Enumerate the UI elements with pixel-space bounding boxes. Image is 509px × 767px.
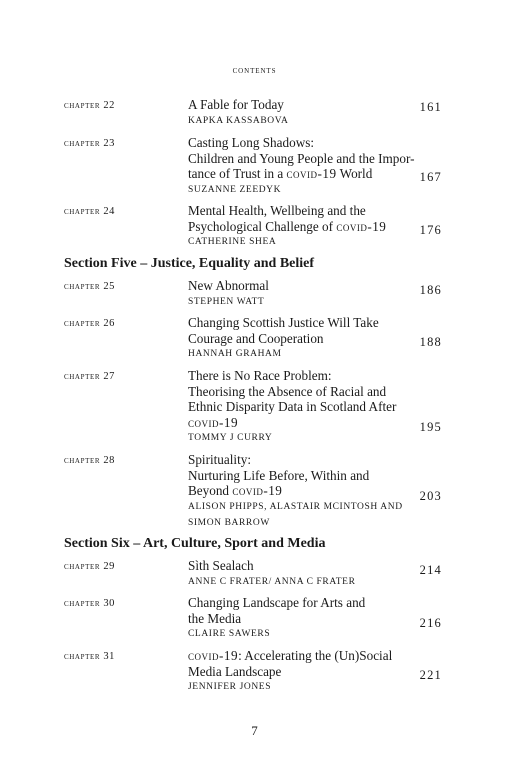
chapter-title-line: Courage and Cooperation bbox=[188, 330, 324, 346]
chapter-page-number: 203 bbox=[419, 489, 442, 503]
chapter-author: SIMON BARROW bbox=[188, 517, 270, 528]
chapter-author: ANNE C FRATER/ ANNA C FRATER bbox=[188, 576, 356, 587]
chapter-label: chapter 29 bbox=[64, 561, 116, 572]
chapter-page-number: 161 bbox=[419, 100, 442, 114]
chapter-page-number: 195 bbox=[419, 420, 442, 434]
chapter-title-line: Spirituality: bbox=[188, 452, 252, 467]
chapter-page-number: 176 bbox=[419, 223, 442, 237]
chapter-title-line: Nurturing Life Before, Within and bbox=[188, 467, 370, 483]
chapter-title bbox=[188, 203, 420, 250]
chapter-title-line: Children and Young People and the Impor- bbox=[188, 150, 415, 166]
chapter-title-line: Media Landscape bbox=[188, 663, 282, 679]
chapter-title-line: Ethnic Disparity Data in Scotland After bbox=[188, 399, 397, 415]
chapter-label: chapter 23 bbox=[64, 138, 116, 149]
chapter-title-line: Changing Scottish Justice Will Take bbox=[188, 315, 379, 330]
chapter-title-line: Psychological Challenge of covid-19 bbox=[188, 218, 387, 234]
chapter-page-number: 214 bbox=[419, 563, 442, 577]
chapter-title bbox=[188, 648, 420, 695]
chapter-author: SUZANNE ZEEDYK bbox=[188, 184, 282, 195]
chapter-title-line: tance of Trust in a covid-19 World bbox=[188, 166, 373, 182]
chapter-title bbox=[188, 595, 420, 642]
chapter-author: HANNAH GRAHAM bbox=[188, 349, 282, 360]
chapter-title bbox=[188, 368, 420, 446]
chapter-title-line: Beyond covid-19 bbox=[188, 483, 283, 499]
chapter-page-number: 167 bbox=[419, 170, 442, 184]
chapter-author: CATHERINE SHEA bbox=[188, 237, 277, 248]
chapter-author: CLAIRE SAWERS bbox=[188, 629, 271, 640]
chapter-page-number: 221 bbox=[419, 668, 442, 682]
chapter-title-line: New Abnormal bbox=[188, 278, 269, 293]
section-heading: Section Six – Art, Culture, Sport and Media bbox=[64, 536, 326, 551]
chapter-page-number: 188 bbox=[419, 335, 442, 349]
chapter-author: TOMMY J CURRY bbox=[188, 433, 273, 444]
chapter-title-line: covid-19 bbox=[188, 414, 239, 430]
chapter-label: chapter 22 bbox=[64, 100, 116, 111]
chapter-author: ALISON PHIPPS, ALASTAIR MCINTOSH AND bbox=[188, 501, 403, 512]
chapter-label: chapter 28 bbox=[64, 455, 116, 466]
chapter-title bbox=[188, 452, 420, 531]
chapter-title bbox=[188, 97, 420, 129]
chapter-title bbox=[188, 135, 420, 198]
chapter-page-number: 216 bbox=[419, 616, 442, 630]
chapter-title-line: Changing Landscape for Arts and bbox=[188, 595, 366, 610]
chapter-title-line: Sìth Sealach bbox=[188, 558, 254, 573]
chapter-title-line: Casting Long Shadows: bbox=[188, 135, 315, 150]
chapter-label: chapter 26 bbox=[64, 318, 116, 329]
chapter-label: chapter 24 bbox=[64, 206, 116, 217]
chapter-label: chapter 31 bbox=[64, 651, 116, 662]
chapter-title-line: Mental Health, Wellbeing and the bbox=[188, 203, 366, 218]
section-heading: Section Five – Justice, Equality and Belief bbox=[64, 256, 315, 271]
page-number: 7 bbox=[251, 723, 258, 738]
chapter-title bbox=[188, 278, 420, 310]
chapter-title bbox=[188, 315, 420, 362]
chapter-label: chapter 30 bbox=[64, 598, 116, 609]
chapter-author: JENNIFER JONES bbox=[188, 682, 272, 693]
chapter-title bbox=[188, 558, 420, 590]
chapter-title-line: Theorising the Absence of Racial and bbox=[188, 383, 387, 399]
chapter-title-line: covid-19: Accelerating the (Un)Social bbox=[188, 648, 393, 663]
chapter-label: chapter 25 bbox=[64, 281, 116, 292]
chapter-label: chapter 27 bbox=[64, 371, 116, 382]
running-head: contents bbox=[232, 66, 277, 76]
chapter-page-number: 186 bbox=[419, 283, 442, 297]
chapter-author: KAPKA KASSABOVA bbox=[188, 115, 289, 126]
chapter-title-line: the Media bbox=[188, 610, 242, 626]
chapter-title-line: There is No Race Problem: bbox=[188, 368, 332, 383]
chapter-title-line: A Fable for Today bbox=[188, 97, 284, 112]
chapter-author: STEPHEN WATT bbox=[188, 296, 265, 307]
